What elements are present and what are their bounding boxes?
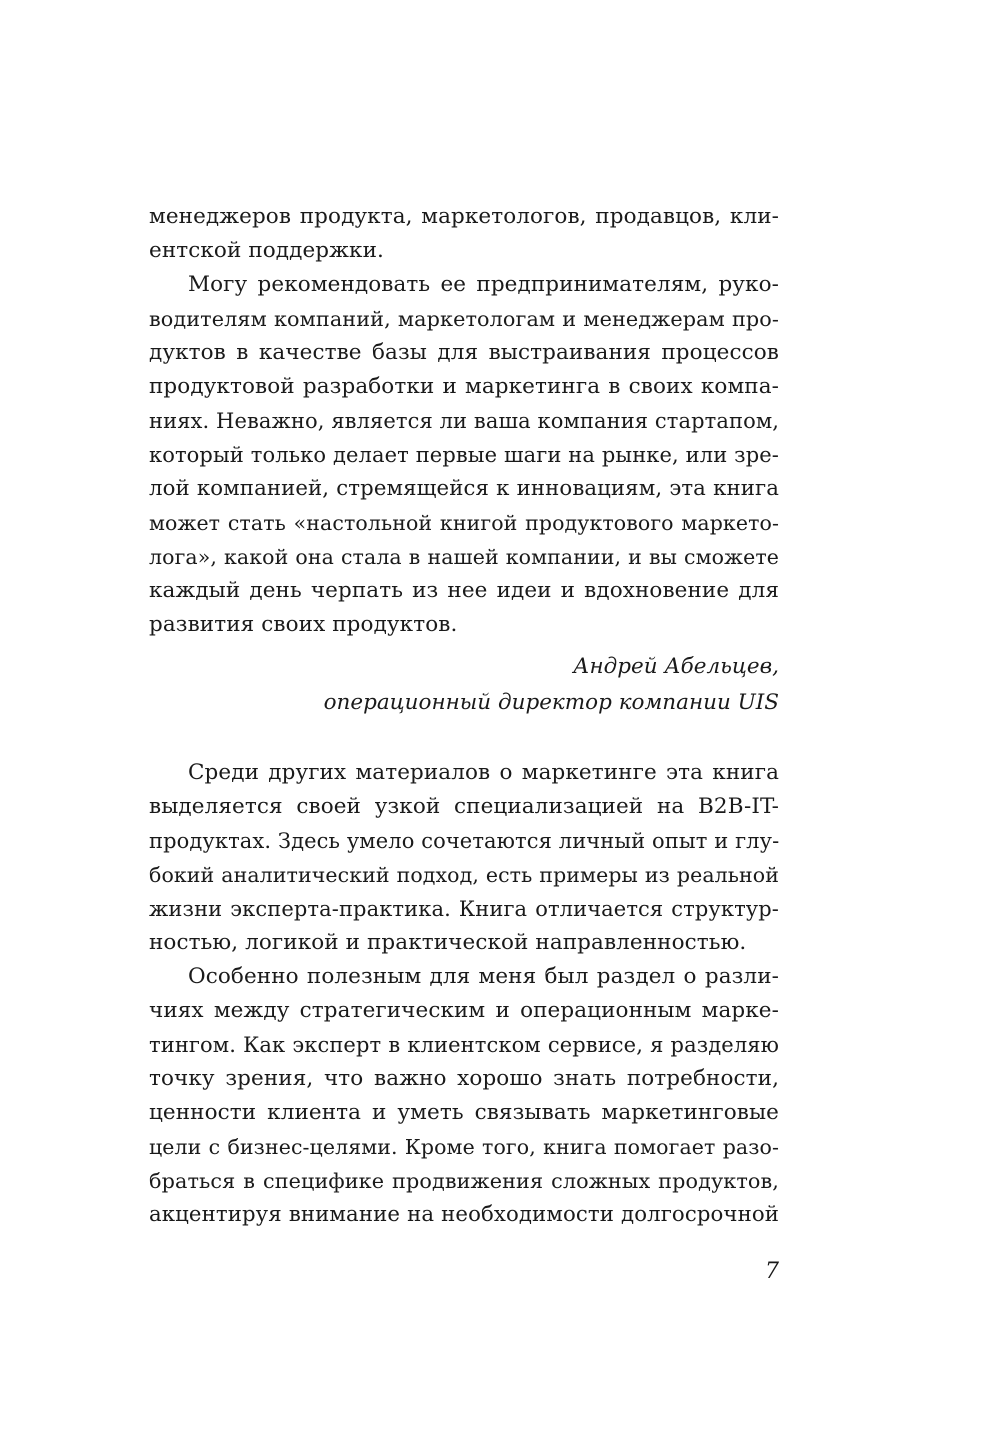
text-line: продуктовой разработки и маркетинга в своих компа- (149, 374, 779, 399)
text-line: браться в специфике продвижения сложных продуктов, (149, 1169, 779, 1193)
text-line: ностью, логикой и практической направленностью. (149, 930, 747, 955)
text-line: Среди других материалов о маркетинге эта книга (188, 760, 779, 785)
text-line: лога», какой она стала в нашей компании, и вы сможете (149, 545, 779, 569)
text-line: Могу рекомендовать ее предпринимателям, руко- (188, 272, 779, 297)
text-line: каждый день черпать из нее идеи и вдохновение для (149, 578, 779, 603)
author-name: Андрей Абельцев, (573, 654, 779, 679)
text-line: бокий аналитический подход, есть примеры из реальной (149, 863, 779, 887)
text-line: чиях между стратегическим и операционным марке- (149, 998, 779, 1023)
text-line: продуктах. Здесь умело сочетаются личный опыт и глу- (149, 829, 780, 853)
author-position: операционный директор компании UIS (323, 690, 779, 715)
text-line: водителям компаний, маркетологам и менеджерам про- (149, 307, 779, 331)
text-line: может стать «настольной книгой продуктового маркето- (149, 511, 779, 535)
text-line: жизни эксперта-практика. Книга отличается структур- (149, 897, 779, 921)
text-line: выделяется своей узкой специализацией на B2B-IT- (149, 794, 779, 819)
text-line: дуктов в качестве базы для выстраивания процессов (149, 340, 779, 365)
text-line: цели с бизнес-целями. Кроме того, книга помогает разо- (149, 1135, 779, 1159)
text-line: точку зрения, что важно хорошо знать потребности, (149, 1066, 779, 1091)
text-line: лой компанией, стремящейся к инновациям, эта книга (149, 476, 779, 501)
text-line: ентской поддержки. (149, 238, 384, 263)
page-number: 7 (765, 1259, 779, 1284)
text-line: тингом. Как эксперт в клиентском сервисе, я разделяю (149, 1033, 779, 1057)
text-line: Особенно полезным для меня был раздел о разли- (188, 964, 779, 989)
text-line: акцентируя внимание на необходимости долгосрочной (149, 1202, 779, 1227)
text-line: менеджеров продукта, маркетологов, продавцов, кли- (149, 204, 779, 229)
text-line: ниях. Неважно, является ли ваша компания стартапом, (149, 409, 780, 433)
text-line: ценности клиента и уметь связывать маркетинговые (149, 1100, 779, 1125)
text-line: развития своих продуктов. (149, 612, 458, 637)
text-line: который только делает первые шаги на рынке, или зре- (149, 443, 779, 467)
